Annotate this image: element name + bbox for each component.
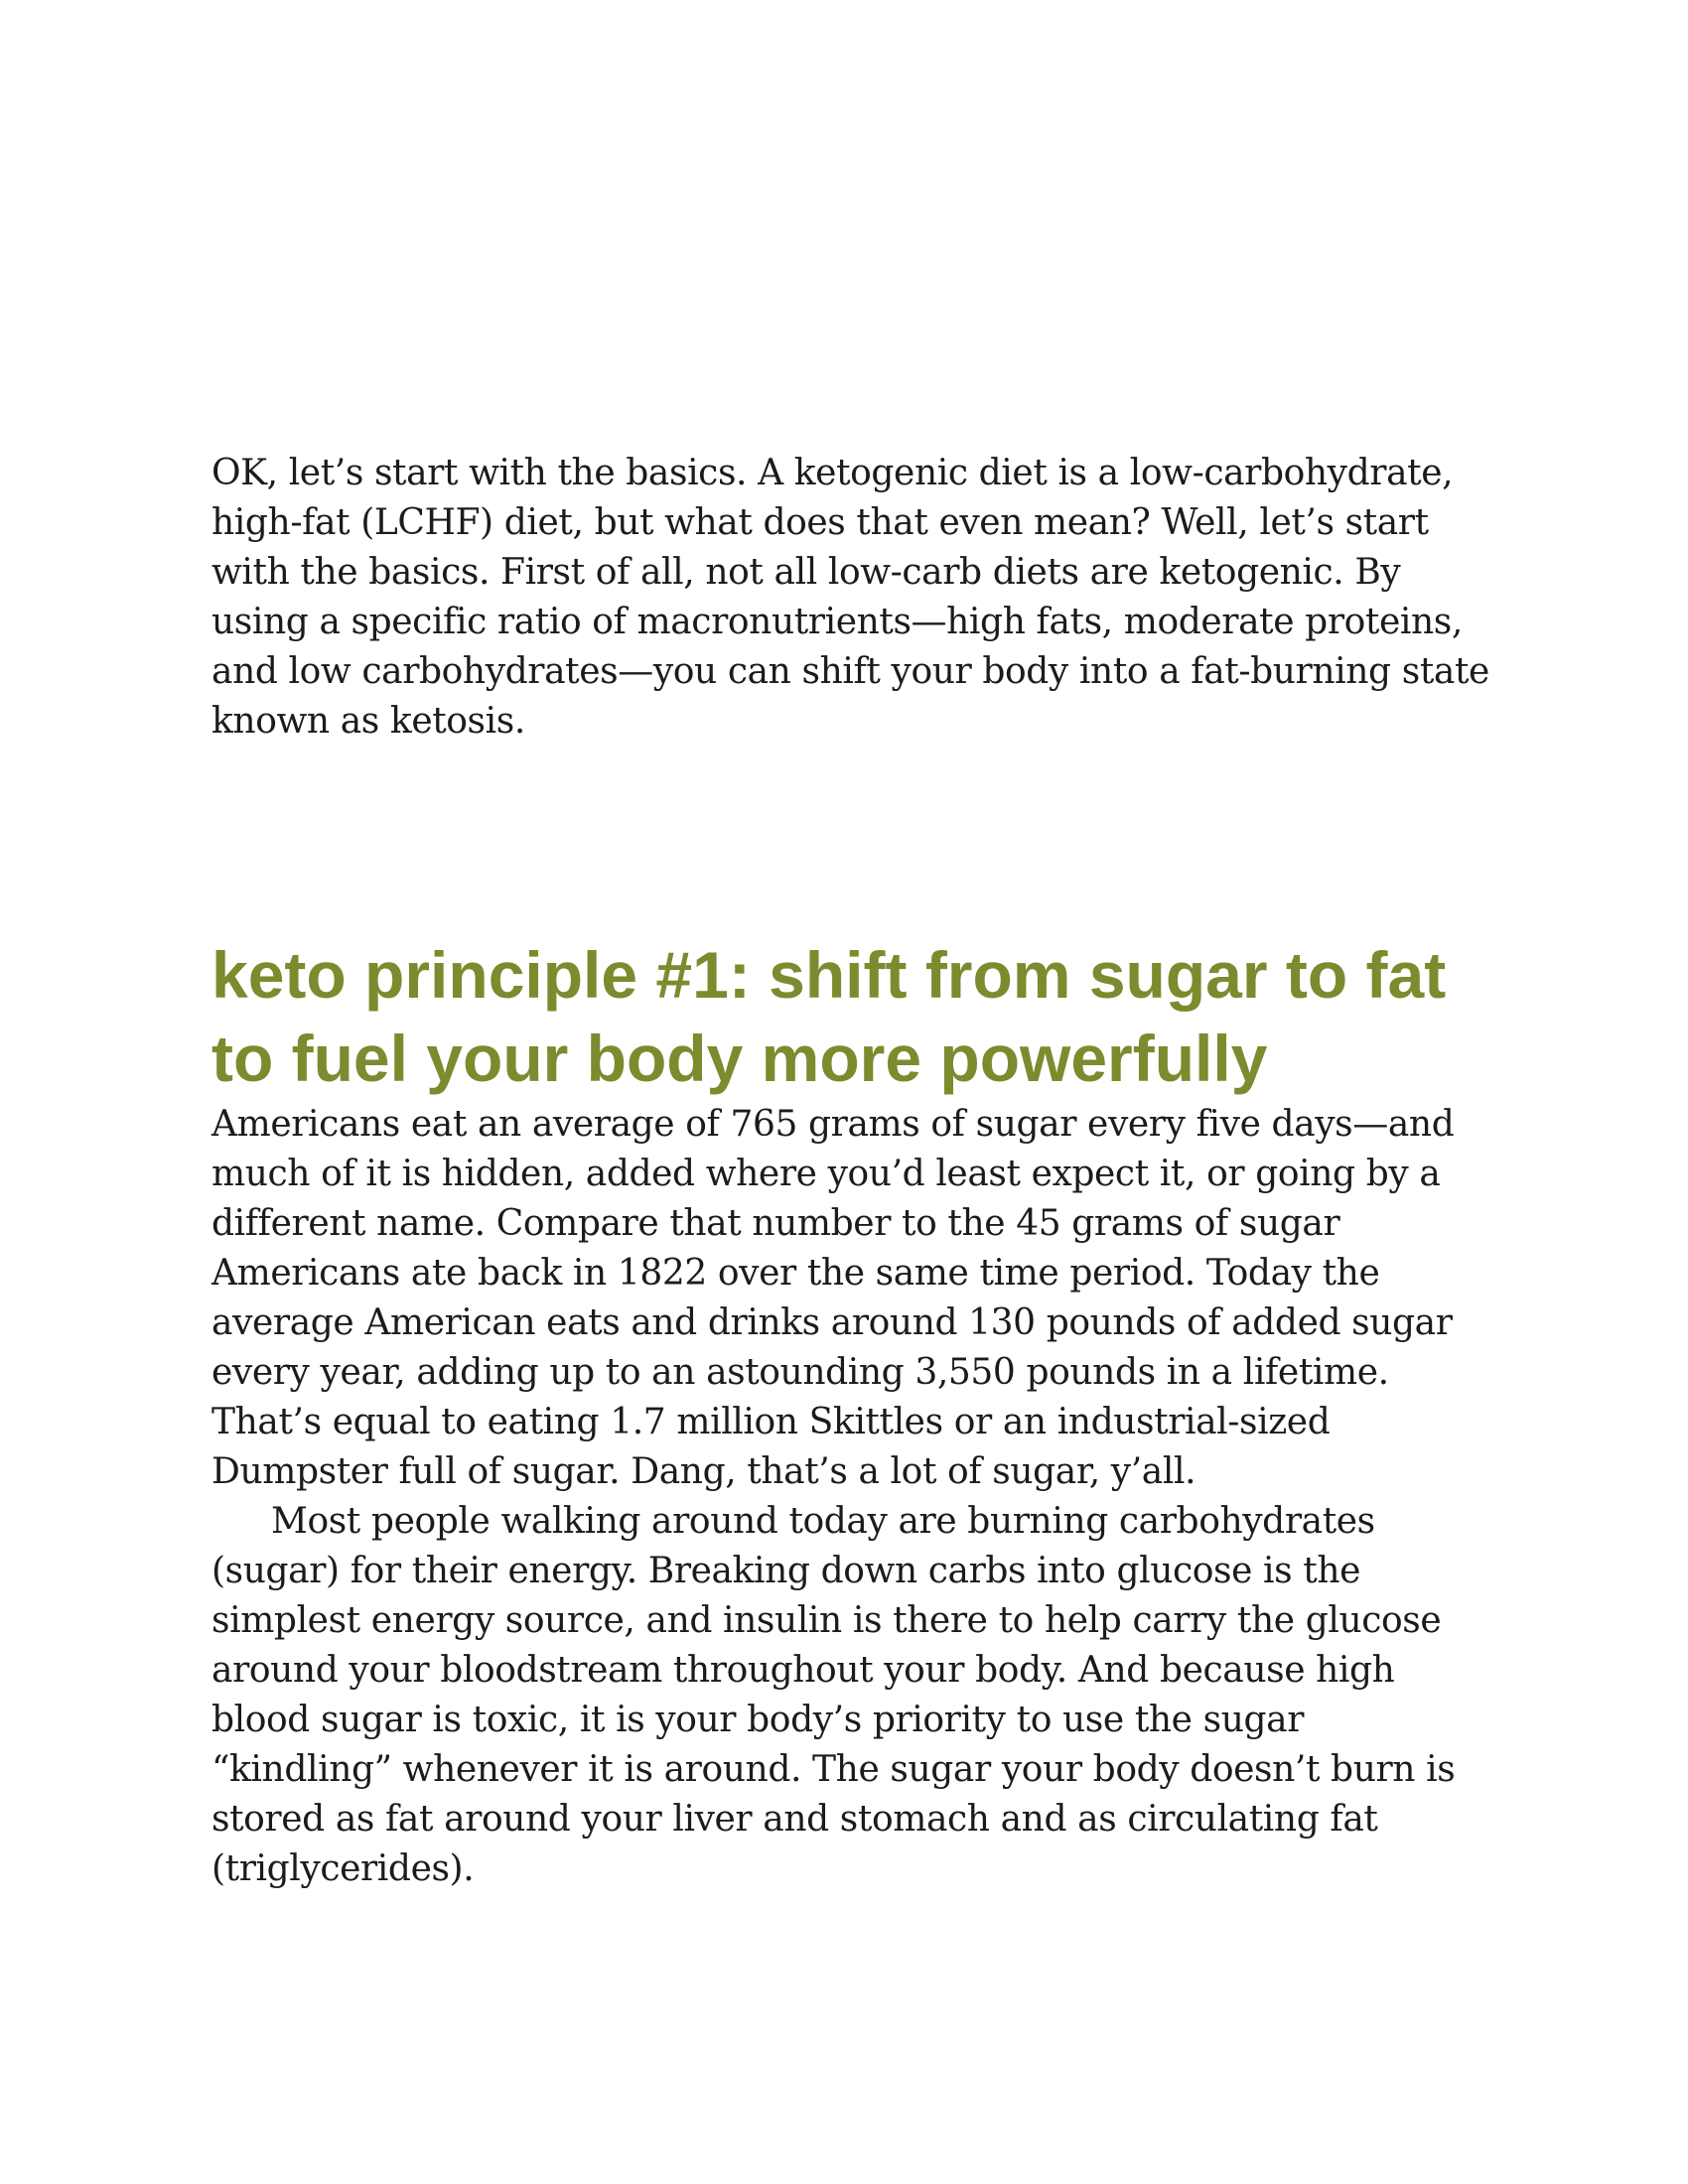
- intro-paragraph: OK, let’s start with the basics. A ketogenic diet is a low-carbohydrate, high-fat (LCHF) diet, but what does that even mean? Well, let’s start with the basics. First of all, not all low-carb diets are ketogenic. By using a specific ratio of macronutrients—high fats, moderate proteins, and low carbohydrates—you can shift your body into a fat-burning state known as ketosis.: [211, 453, 1489, 742]
- body-paragraph-2: Most people walking around today are burning carbohydrates (sugar) for their energy. Breaking down carbs into glucose is the simplest energy source, and insulin is there to help carry the glucose around your bloodstream throughout your body. And because high blood sugar is toxic, it is your body’s priority to use the sugar “kindling” whenever it is around. The sugar your body doesn’t burn is stored as fat around your liver and stomach and as circulating fat (triglycerides).: [211, 1501, 1456, 1889]
- page-content: [211, 449, 1492, 1889]
- section-heading: keto principle #1: shift from sugar to fat to fuel your body more powerfully: [211, 938, 1447, 1095]
- body-paragraph-1: Americans eat an average of 765 grams of sugar every five days—and much of it is hidden, added where you’d least expect it, or going by a different name. Compare that number to the 45 grams of sugar Americans ate back in 1822 over the same time period. Today the average American eats and drinks around 130 pounds of added sugar every year, adding up to an astounding 3,550 pounds in a lifetime. That’s equal to eating 1.7 million Skittles or an industrial-sized Dumpster full of sugar. Dang, that’s a lot of sugar, y’all.: [211, 1104, 1455, 1492]
- section-body: [211, 1100, 1492, 1894]
